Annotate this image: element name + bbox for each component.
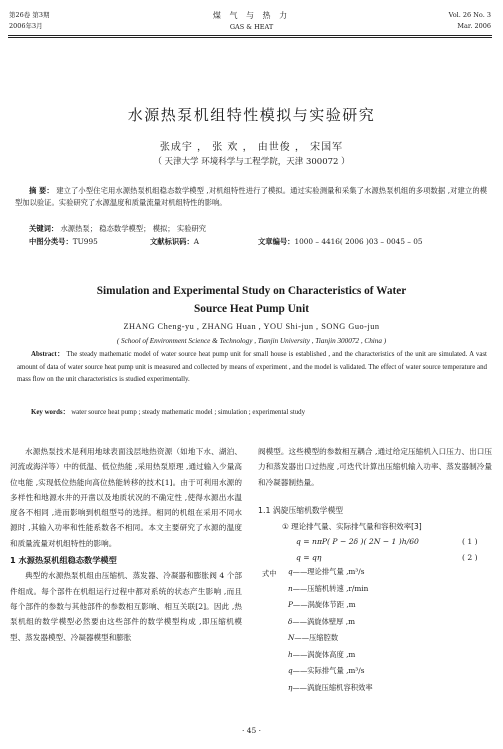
symbol: P xyxy=(288,600,293,609)
article-number-value: 1000 – 4416( 2006 )03 – 0045 – 05 xyxy=(294,237,423,246)
english-title-line1: Simulation and Experimental Study on Characteristics of Water xyxy=(96,285,407,297)
article-number-label: 文章编号： xyxy=(258,237,295,246)
intro-paragraph: 水源热泵技术是利用地球表面浅层地热资源（如地下水、湖泊、河流或海洋等）中的低温、低位热能 ,采用热泵原理 ,通过输入少量高位电能 ,实现低位热能向高位热能转移的技术[1]。由于可利用水源的多样性和地源水井的开凿以及地质状况的不确定性 ,使得水源出水温度各不相同 ,进而影响到机组型号的选择。相同的机组在采用不同水源时 ,其输入功率和性能系数各不相同。本文主要研究了水源的温度和质量流量对机组特性的影响。 xyxy=(10,447,242,548)
paper-title: 水源热泵机组特性模拟与实验研究 xyxy=(127,106,376,124)
keywords-en-label: Key words： xyxy=(31,409,70,416)
english-affiliation: ( School of Environment Science & Technology , Tianjin University , Tianjin 300072 , China ) xyxy=(116,337,387,345)
symbol: h xyxy=(288,649,293,659)
symbol-desc: ——涡旋体壁厚 ,m xyxy=(292,616,356,626)
symbol-desc: ——实际排气量 ,m³/s xyxy=(292,666,365,675)
equation-2: q = qη xyxy=(296,553,322,562)
symbol: q xyxy=(288,666,293,675)
keywords-cn-label: 关键词： xyxy=(29,224,59,233)
subsection-heading: 1.1 涡旋压缩机数学模型 xyxy=(258,506,344,515)
symbol-desc: ——涡旋体节距 ,m xyxy=(292,600,356,609)
header-volume-cn: 第26卷 第3期 xyxy=(9,11,50,19)
left-column xyxy=(10,444,242,645)
abstract-cn xyxy=(15,185,487,210)
header-journal-en: GAS & HEAT xyxy=(229,23,274,31)
article-number xyxy=(258,236,423,248)
paper-affiliation: （ 天津大学 环境科学与工程学院，天津 300072 ） xyxy=(153,157,350,167)
symbol: N xyxy=(288,633,295,642)
abstract-cn-text: 建立了小型住宅用水源热泵机组稳态数学模型 ,对机组特性进行了模拟。通过实验测量和采集了水源热泵机组的多项数据 ,对建立的模型加以验证。实验研究了水源温度和质量流量对机组特性的影响。 xyxy=(15,186,488,208)
header-date-cn: 2006年3月 xyxy=(9,22,43,30)
symbol-row xyxy=(288,650,488,667)
symbol-row xyxy=(288,633,488,650)
keywords-en xyxy=(17,406,487,416)
clc-label: 中图分类号： xyxy=(29,237,73,246)
doc-code-value: A xyxy=(193,237,200,246)
symbol-list xyxy=(288,567,488,699)
header-rule-bottom xyxy=(8,37,492,38)
header-date-en: Mar. 2006 xyxy=(457,22,491,30)
header-volume-en: Vol. 26 No. 3 xyxy=(448,11,491,19)
clc-value: TU995 xyxy=(72,237,98,246)
symbol-row xyxy=(288,666,488,683)
symbol-row xyxy=(288,600,488,617)
symbol: n xyxy=(288,583,293,593)
symbol: q xyxy=(288,567,293,576)
symbol-desc: ——涡旋压缩机容积效率 xyxy=(292,682,373,692)
abstract-en xyxy=(17,349,487,387)
page-number: · 45 · xyxy=(241,726,262,735)
section-heading-1: 1 水源热泵机组稳态数学模型 xyxy=(10,555,117,566)
abstract-en-label: Abstract： xyxy=(31,351,65,358)
right-column xyxy=(258,444,492,490)
symbol-desc: ——涡旋体高度 ,m xyxy=(292,649,356,659)
equation-1-number: ( 1 ) xyxy=(462,537,478,546)
english-authors: ZHANG Cheng-yu , ZHANG Huan , YOU Shi-jun , SONG Guo-jun xyxy=(123,322,380,331)
symbol-row xyxy=(288,567,488,584)
paper-authors: 张成宇 ， 张 欢 ， 由世俊 ， 宋国军 xyxy=(159,142,344,153)
where-label: 式中 xyxy=(262,569,277,578)
equation-2-number: ( 2 ) xyxy=(462,553,478,562)
model-paragraph: 典型的水源热泵机组由压缩机、蒸发器、冷凝器和膨胀阀 4 个部件组成。每个部件在机组运行过程中都对系统的状态产生影响 ,而且每个部件的参数与其他部件的参数相互影响、相互关联[2]。因此 ,热泵机组的数学模型必然要由这些部件的数学模型构成 ,即压缩机模型、蒸发器模型、冷凝器模型和膨胀 xyxy=(10,571,242,642)
keywords-cn xyxy=(29,223,206,235)
symbol: δ xyxy=(288,616,293,626)
symbol-desc: ——理论排气量 ,m³/s xyxy=(292,567,365,576)
symbol-desc: ——压缩机转速 ,r/min xyxy=(292,583,369,593)
doc-code xyxy=(150,236,199,248)
equation-1: q = nπP( P − 2δ )( 2N − 1 )h/60 xyxy=(296,537,419,546)
right-paragraph: 阀模型。这些模型的参数相互耦合 ,通过给定压缩机入口压力、出口压力和蒸发器出口过热度 ,可迭代计算出压缩机输入功率、蒸发器制冷量和冷凝器制热量。 xyxy=(258,447,492,487)
clc-number xyxy=(29,236,98,248)
abstract-cn-label: 摘 要： xyxy=(29,186,54,195)
symbol-row xyxy=(288,683,488,700)
symbol: η xyxy=(288,682,293,692)
header-journal-cn: 煤 气 与 热 力 xyxy=(212,11,291,20)
english-title-line2: Source Heat Pump Unit xyxy=(194,303,309,315)
symbol-row xyxy=(288,617,488,634)
keywords-en-text: water source heat pump ; steady mathematic model ; simulation ; experimental study xyxy=(69,409,306,416)
doc-code-label: 文献标识码： xyxy=(150,237,194,246)
abstract-en-text: The steady mathematic model of water source heat pump unit for small house is established , and the characteristics of the unit are simulated. A vast amount of data of water source heat pump unit is measured and collected by means of experiment , and the model is validated. The effect of water source temperature and mass flow on the unit characteristics is studied experimentally. xyxy=(17,351,487,383)
item-heading: ① 理论排气量、实际排气量和容积效率[3] xyxy=(282,522,422,531)
symbol-desc: ——压缩腔数 xyxy=(294,633,339,642)
header-rule-top xyxy=(8,35,492,36)
keywords-cn-text: 水源热泵； 稳态数学模型； 模拟； 实验研究 xyxy=(58,224,207,233)
symbol-row xyxy=(288,584,488,601)
